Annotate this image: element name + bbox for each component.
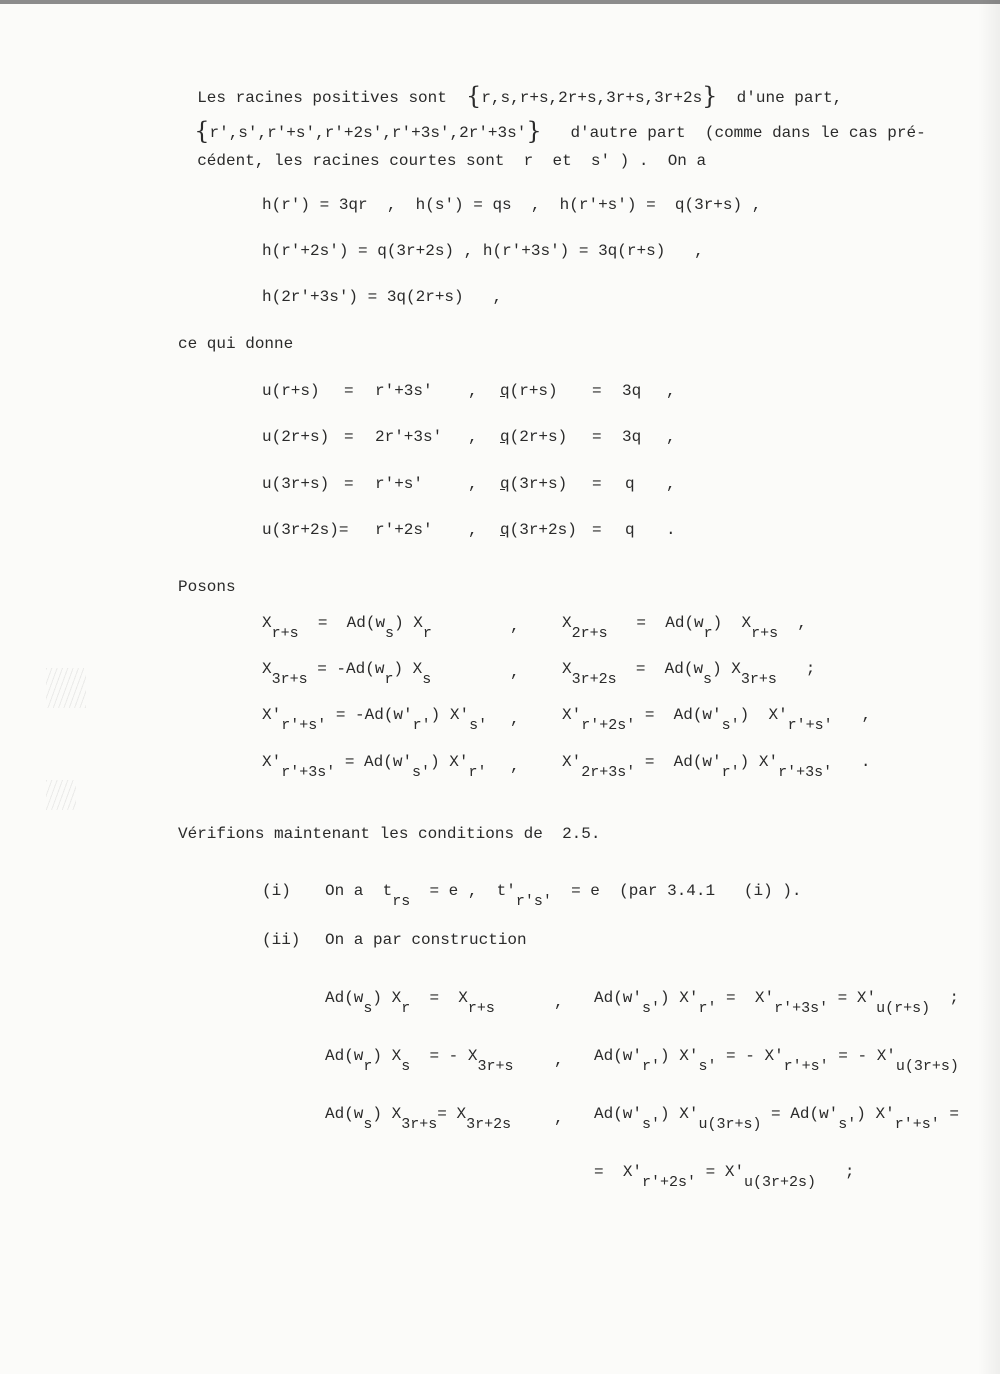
scan-speck <box>46 780 76 810</box>
constr-row-1-right: Ad(w's') X'r' = X'r'+3s' = X'u(r+s) ; <box>594 989 959 1017</box>
ce-qui-donne: ce qui donne <box>178 335 294 353</box>
def-xp-r-plus-s: X'r'+s' = -Ad(w'r') X's' <box>262 706 488 734</box>
posons: Posons <box>178 578 236 596</box>
def-xp-r-plus-2s: X'r'+2s' = Ad(w's') X'r'+s' , <box>562 706 872 734</box>
row-end: , <box>666 428 676 446</box>
intro-line-1: Les racines positives sont {r,s,r+s,2r+s,3r+s,3r+2s} d'une part, <box>197 82 843 110</box>
def-xp-2r-plus-3s: X'2r+3s' = Ad(w'r') X'r'+3s' . <box>562 753 871 781</box>
u-eq: = <box>344 382 354 400</box>
cond-i-text: On a trs = e , t'r's' = e (par 3.4.1 (i) ). <box>325 882 802 910</box>
def-x-r-plus-s: Xr+s = Ad(ws) Xr <box>262 614 432 642</box>
u-lhs: u(2r+s) <box>262 428 330 446</box>
comma: , <box>510 663 520 681</box>
def-x-3r-plus-2s: X3r+2s = Ad(ws) X3r+s ; <box>562 660 816 688</box>
scan-top-edge <box>0 0 1000 4</box>
h-formula-row-2: h(r'+2s') = q(3r+2s) , h(r'+3s') = 3q(r+s) , <box>262 242 704 260</box>
def-x-3r-plus-s: X3r+s = -Ad(wr) Xs <box>262 660 432 688</box>
def-xp-r-plus-3s: X'r'+3s' = Ad(w's') X'r' <box>262 753 487 781</box>
u-lhs: u(3r+s) <box>262 475 330 493</box>
u-eq: = <box>344 428 354 446</box>
row-end: . <box>666 521 676 539</box>
u-comma: , <box>468 382 478 400</box>
cond-ii-text: On a par construction <box>325 931 527 949</box>
cond-ii-label: (ii) <box>262 931 301 949</box>
u-lhs: u(r+s) <box>262 382 320 400</box>
q-eq: = <box>592 428 602 446</box>
intro-line-3: cédent, les racines courtes sont r et s' ) . On a <box>197 152 707 170</box>
cond-i-label: (i) <box>262 882 291 900</box>
q-expr: q(r+s) <box>500 382 558 400</box>
comma: , <box>554 1051 564 1069</box>
u-lhs: u(3r+2s)= <box>262 521 349 539</box>
constr-row-1-left: Ad(ws) Xr = Xr+s <box>325 989 495 1017</box>
u-eq: = <box>344 475 354 493</box>
q-val: q <box>625 521 635 539</box>
constr-row-2-left: Ad(wr) Xs = - X3r+s <box>325 1047 514 1075</box>
q-eq: = <box>592 382 602 400</box>
q-val: 3q <box>622 428 642 446</box>
intro-line-2: {r',s',r'+s',r'+2s',r'+3s',2r'+3s'} d'autre part (comme dans le cas pré- <box>194 117 926 145</box>
constr-row-3-right: Ad(w's') X'u(3r+s) = Ad(w's') X'r'+s' = <box>594 1105 959 1133</box>
h-formula-row-1: h(r') = 3qr , h(s') = qs , h(r'+s') = q(3r+s) , <box>262 196 762 214</box>
comma: , <box>510 710 520 728</box>
q-eq: = <box>592 475 602 493</box>
comma: , <box>510 617 520 635</box>
constr-row-4: = X'r'+2s' = X'u(3r+2s) ; <box>594 1163 855 1191</box>
u-rhs: 2r'+3s' <box>375 428 443 446</box>
row-end: , <box>666 382 676 400</box>
q-val: q <box>625 475 635 493</box>
scan-right-edge <box>978 0 1000 1374</box>
q-expr: q(3r+s) <box>500 475 568 493</box>
comma: , <box>554 1109 564 1127</box>
q-expr: q(2r+s) <box>500 428 568 446</box>
q-eq: = <box>592 521 602 539</box>
def-x-2r-plus-s: X2r+s = Ad(wr) Xr+s , <box>562 614 807 642</box>
u-rhs: r'+3s' <box>375 382 433 400</box>
scan-speck <box>46 668 86 708</box>
comma: , <box>554 993 564 1011</box>
u-rhs: r'+2s' <box>375 521 433 539</box>
q-expr: q(3r+2s) <box>500 521 577 539</box>
q-val: 3q <box>622 382 642 400</box>
u-rhs: r'+s' <box>375 475 424 493</box>
constr-row-2-right: Ad(w'r') X's' = - X'r'+s' = - X'u(3r+s) <box>594 1047 959 1075</box>
u-comma: , <box>468 475 478 493</box>
verifions-line: Vérifions maintenant les conditions de 2.5. <box>178 825 601 843</box>
h-formula-row-3: h(2r'+3s') = 3q(2r+s) , <box>262 288 503 306</box>
u-comma: , <box>468 428 478 446</box>
constr-row-3-left: Ad(ws) X3r+s= X3r+2s <box>325 1105 512 1133</box>
comma: , <box>510 757 520 775</box>
row-end: , <box>666 475 676 493</box>
u-comma: , <box>468 521 478 539</box>
